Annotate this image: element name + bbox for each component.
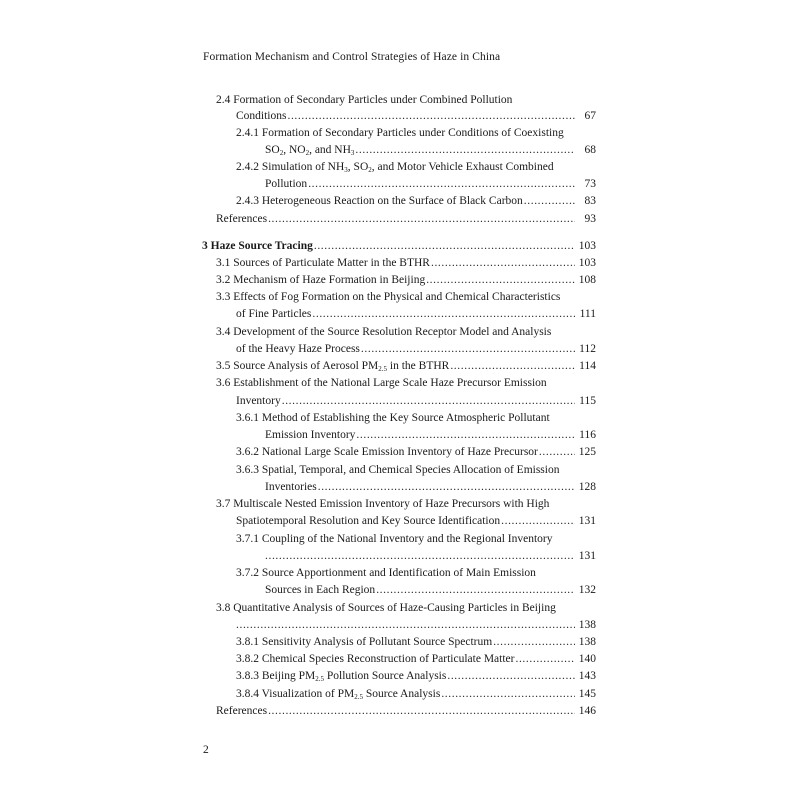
leader-dots [376, 584, 575, 596]
toc-entry[interactable] [236, 127, 596, 143]
toc-entry-title: 2.4.3 Heterogeneous Reaction on the Surface of Black Carbon [236, 195, 523, 207]
toc-page-number: 125 [578, 446, 596, 458]
toc-entry[interactable] [236, 688, 596, 704]
toc-entry-title: 3.2 Mechanism of Haze Formation in Beijing [216, 274, 426, 286]
toc-entry[interactable] [236, 446, 596, 462]
toc-entry[interactable] [216, 705, 596, 721]
toc-entry-title: 3.7 Multiscale Nested Emission Inventory of Haze Precursors with High [216, 498, 550, 510]
toc-entry-title: Spatiotemporal Resolution and Key Source Identification [236, 515, 501, 527]
toc-page-number: 145 [578, 688, 596, 700]
toc-page-number: 83 [584, 195, 596, 207]
leader-dots [268, 213, 575, 225]
toc-entry-title: Pollution [265, 178, 308, 190]
toc-page-number: 131 [578, 550, 596, 562]
toc-entry[interactable] [236, 395, 596, 411]
toc-entry[interactable] [236, 619, 596, 635]
toc-entry-title: 3.5 Source Analysis of Aerosol $PM_{2.5}$ in the BTHR [216, 360, 450, 373]
leader-dots [539, 446, 575, 458]
toc-entry-title: 3.8.2 Chemical Species Reconstruction of Particulate Matter [236, 653, 515, 665]
toc-entry-title: 3.1 Sources of Particulate Matter in the BTHR [216, 257, 430, 269]
toc-entry[interactable] [265, 550, 596, 566]
toc-page-number: 111 [579, 308, 596, 320]
toc-page-number: 114 [579, 360, 596, 372]
toc-entry[interactable] [216, 326, 596, 342]
toc-page-number: 146 [578, 705, 596, 717]
toc-entry-title: 3.8.3 Beijing $PM_{2.5}$ Pollution Source Analysis [236, 670, 447, 683]
toc-entry-title: 3.6.2 National Large Scale Emission Inventory of Haze Precursor [236, 446, 538, 458]
toc-entry-title: 2.4.1 Formation of Secondary Particles under Conditions of Coexisting [236, 127, 564, 139]
leader-dots [282, 395, 575, 407]
toc-entry-title: 3.4 Development of the Source Resolution Receptor Model and Analysis [216, 326, 552, 338]
toc-entry[interactable] [216, 213, 596, 229]
toc-page-number: 138 [578, 619, 596, 631]
toc-entry[interactable] [236, 161, 596, 177]
toc-entry[interactable] [236, 110, 596, 126]
toc-entry-title: 3.8 Quantitative Analysis of Sources of Haze-Causing Particles in Beijing [216, 602, 556, 614]
leader-dots [265, 550, 575, 562]
leader-dots [426, 274, 575, 286]
toc-entry[interactable] [236, 636, 596, 652]
toc-entry-title: of Fine Particles [236, 308, 312, 320]
toc-entry[interactable] [236, 515, 596, 531]
toc-entry-title: $SO_2$, $NO_2$, and $NH_3$ [265, 144, 355, 157]
toc-chapter-entry[interactable] [202, 240, 596, 256]
leader-dots [493, 636, 575, 648]
toc-entry[interactable] [216, 274, 596, 290]
toc-page-number: 115 [579, 395, 596, 407]
toc-entry-title: Inventories [265, 481, 317, 493]
toc-entry-title: Sources in Each Region [265, 584, 376, 596]
toc-entry[interactable] [216, 602, 596, 618]
toc-entry[interactable] [236, 670, 596, 686]
toc-page-number: 138 [578, 636, 596, 648]
running-header: Formation Mechanism and Control Strategies of Haze in China [203, 51, 501, 63]
toc-page-number: 132 [578, 584, 596, 596]
toc-page-number: 68 [584, 144, 596, 156]
toc-entry[interactable] [216, 377, 596, 393]
toc-page-number: 116 [579, 429, 596, 441]
toc-page-number: 108 [578, 274, 596, 286]
toc-entry[interactable] [236, 464, 596, 480]
toc-entry-title: 3.6.3 Spatial, Temporal, and Chemical Species Allocation of Emission [236, 464, 560, 476]
toc-entry-title: References [216, 213, 268, 225]
leader-dots [501, 515, 575, 527]
leader-dots [312, 308, 575, 320]
leader-dots [361, 343, 575, 355]
page-number: 2 [203, 744, 209, 756]
leader-dots [447, 670, 574, 682]
toc-entry[interactable] [236, 533, 596, 549]
toc-entry[interactable] [265, 584, 596, 600]
toc-page-number: 73 [584, 178, 596, 190]
toc-page-number: 103 [578, 240, 596, 252]
toc-page-number: 128 [578, 481, 596, 493]
toc-entry[interactable] [216, 498, 596, 514]
toc-entry-title: 3.6 Establishment of the National Large Scale Haze Precursor Emission [216, 377, 547, 389]
toc-entry-title: 3.7.2 Source Apportionment and Identification of Main Emission [236, 567, 536, 579]
toc-entry-title: Emission Inventory [265, 429, 356, 441]
toc-entry-title: 2.4.2 Simulation of $NH_3$, $SO_2$, and Motor Vehicle Exhaust Combined [236, 161, 554, 174]
leader-dots [314, 240, 575, 252]
toc-entry[interactable] [216, 360, 596, 376]
toc-entry[interactable] [216, 291, 596, 307]
leader-dots [355, 144, 575, 156]
toc-page-number: 93 [584, 213, 596, 225]
toc-entry[interactable] [236, 195, 596, 211]
toc-entry[interactable] [265, 429, 596, 445]
leader-dots [287, 110, 575, 122]
toc-page-number: 67 [584, 110, 596, 122]
toc-entry-title: 3.6.1 Method of Establishing the Key Source Atmospheric Pollutant [236, 412, 550, 424]
toc-entry-title: 2.4 Formation of Secondary Particles under Combined Pollution [216, 94, 513, 106]
toc-entry[interactable] [216, 94, 596, 110]
toc-entry[interactable] [265, 481, 596, 497]
toc-entry-title: 3.8.1 Sensitivity Analysis of Pollutant Source Spectrum [236, 636, 493, 648]
toc-page-number: 131 [578, 515, 596, 527]
toc-entry-title: 3.8.4 Visualization of $PM_{2.5}$ Source Analysis [236, 688, 441, 701]
leader-dots [236, 619, 575, 631]
toc-entry-title: of the Heavy Haze Process [236, 343, 360, 355]
toc-page-number: 112 [579, 343, 596, 355]
leader-dots [268, 705, 575, 717]
toc-entry[interactable] [236, 308, 596, 324]
toc-page-number: 103 [578, 257, 596, 269]
leader-dots [308, 178, 575, 190]
leader-dots [441, 688, 574, 700]
leader-dots [524, 195, 575, 207]
leader-dots [318, 481, 575, 493]
leader-dots [515, 653, 574, 665]
leader-dots [450, 360, 575, 372]
toc-entry[interactable] [265, 178, 596, 194]
toc-entry-title: Conditions [236, 110, 287, 122]
leader-dots [431, 257, 575, 269]
toc-page-number: 140 [578, 653, 596, 665]
toc-entry-title: 3.7.1 Coupling of the National Inventory and the Regional Inventory [236, 533, 553, 545]
leader-dots [356, 429, 575, 441]
toc-entry[interactable] [216, 257, 596, 273]
toc-page-number: 143 [578, 670, 596, 682]
toc-entry-title: Inventory [236, 395, 281, 407]
toc-chapter-title: 3 Haze Source Tracing [202, 240, 313, 252]
toc-entry-title: References [216, 705, 268, 717]
toc-entry-title: 3.3 Effects of Fog Formation on the Physical and Chemical Characteristics [216, 291, 561, 303]
toc-entry[interactable] [236, 653, 596, 669]
toc-entry[interactable] [236, 412, 596, 428]
toc-entry[interactable] [265, 144, 596, 160]
toc-entry[interactable] [236, 343, 596, 359]
toc-entry[interactable] [236, 567, 596, 583]
